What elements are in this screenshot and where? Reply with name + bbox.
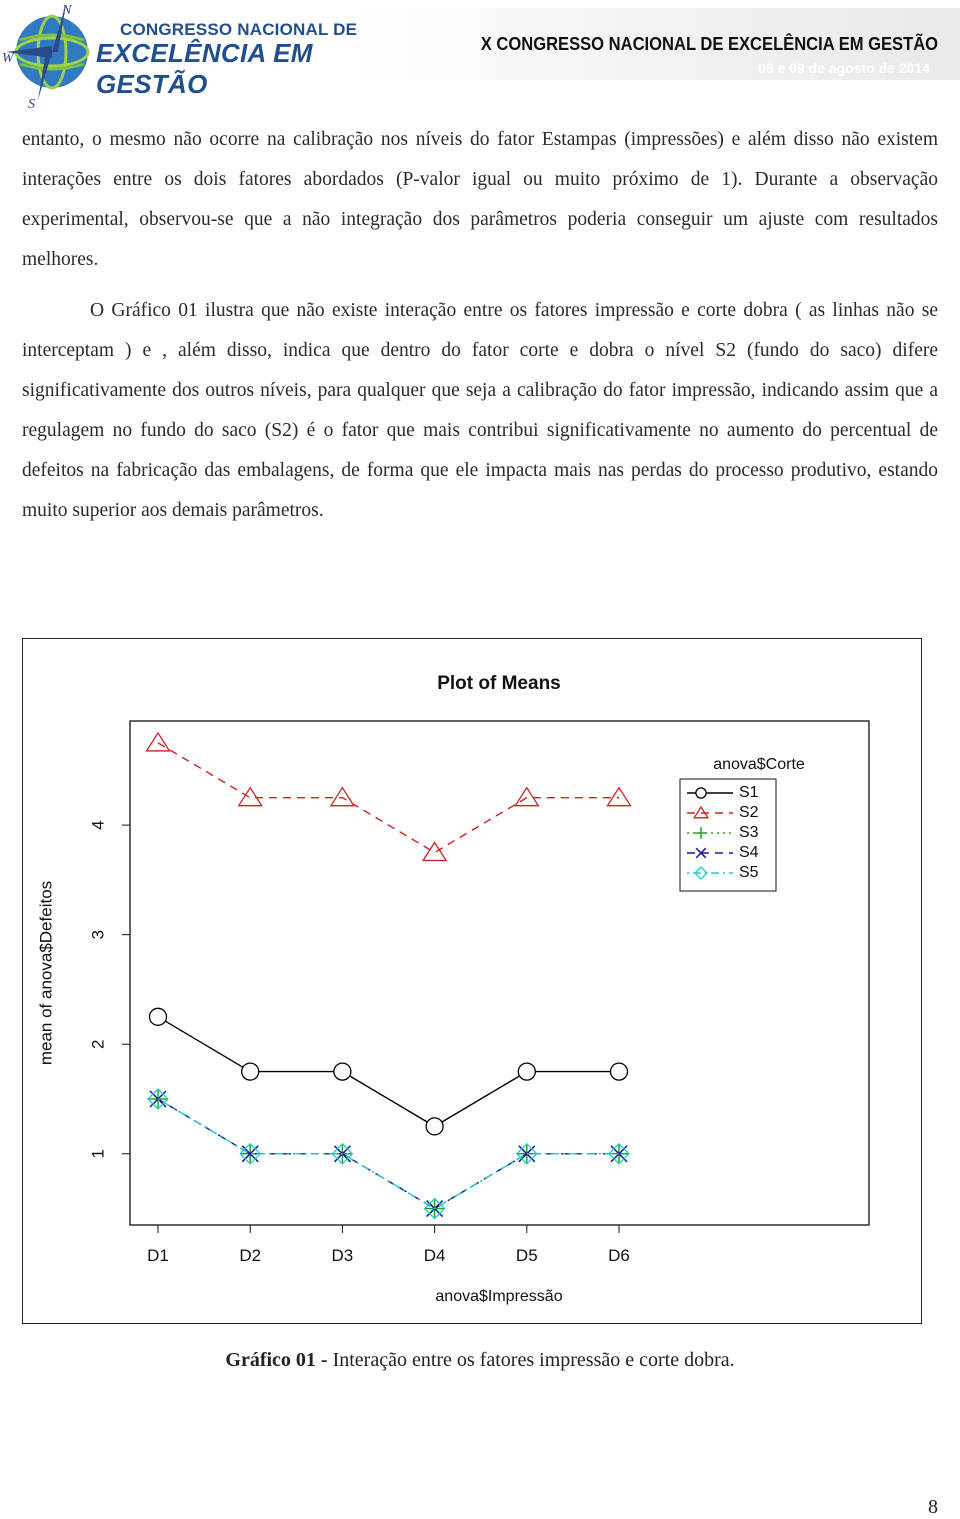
y-axis-label: mean of anova$Defeitos xyxy=(36,880,56,1066)
legend-label-s3: S3 xyxy=(739,824,759,842)
x-tick-label: D3 xyxy=(331,1246,354,1265)
compass-s-letter: S xyxy=(28,97,35,112)
compass-w-letter: W xyxy=(2,51,14,66)
header-band xyxy=(358,8,960,80)
chart-title: Plot of Means xyxy=(437,673,561,694)
data-point-s2 xyxy=(147,733,170,751)
logo-line-2: EXCELÊNCIA EM GESTÃO xyxy=(96,38,313,99)
legend-label-s2: S2 xyxy=(739,804,759,822)
series-line-s2 xyxy=(158,743,619,853)
y-tick-label: 4 xyxy=(88,820,108,830)
data-point-s2 xyxy=(608,788,631,806)
legend-label-s1: S1 xyxy=(739,784,759,802)
congress-logo xyxy=(0,0,360,112)
x-tick-label: D5 xyxy=(515,1246,538,1265)
y-tick-label: 3 xyxy=(88,929,108,940)
data-point-s2 xyxy=(331,788,354,806)
chart-frame xyxy=(22,638,922,1324)
legend-box xyxy=(680,779,776,891)
body-paragraph-1: entanto, o mesmo não ocorre na calibração nos níveis do fator Estampas (impressões) e além disso não existem interações entre os dois fatores abordados (P-valor igual ou muito próximo de 1). Durante a observação experimental, observou-se que a não integração dos parâmetros poderia conseguir um ajuste com resultados melhores. xyxy=(22,129,938,270)
logo-line-1: CONGRESSO NACIONAL DE xyxy=(120,20,358,39)
series-line-s4 xyxy=(158,1099,619,1209)
data-point-s2 xyxy=(239,788,262,806)
caption-text: Interação entre os fatores impressão e corte dobra. xyxy=(327,1349,735,1371)
data-point-s1 xyxy=(426,1118,443,1135)
x-tick-label: D1 xyxy=(147,1246,169,1265)
y-tick-label: 2 xyxy=(88,1039,108,1049)
data-point-s1 xyxy=(518,1063,535,1080)
page-number: 8 xyxy=(928,1496,938,1518)
data-point-s1 xyxy=(242,1063,259,1080)
y-tick-label: 1 xyxy=(88,1149,108,1159)
plot-of-means-chart xyxy=(23,639,921,1323)
legend-label-s5: S5 xyxy=(739,864,759,882)
event-title: X CONGRESSO NACIONAL DE EXCELÊNCIA EM GESTÃO xyxy=(480,34,938,54)
body-paragraph-2: O Gráfico 01 ilustra que não existe interação entre os fatores impressão e corte dobra ( as linhas não se interceptam ) e , além disso, indica que dentro do fator corte e dobra o nível S2 (fundo do saco) difere significativamente dos outros níveis, para qualquer que seja a calibração do fator impressão, indicando assim que a regulagem no fundo do saco (S2) é o fator que mais contribui significativamente no aumento do percentual de defeitos na fabricação das embalagens, de forma que ele impacta mais nas perdas do processo produtivo, estando muito superior aos demais parâmetros. xyxy=(22,300,938,521)
caption-label: Gráfico 01 - xyxy=(225,1349,328,1371)
x-tick-label: D4 xyxy=(423,1246,446,1265)
legend-title: anova$Corte xyxy=(713,756,805,773)
data-point-s2 xyxy=(515,788,538,806)
x-tick-label: D2 xyxy=(239,1246,262,1265)
series-line-s1 xyxy=(158,1017,619,1127)
figure-caption xyxy=(0,1349,960,1372)
page-header xyxy=(0,0,960,112)
compass-n-letter: N xyxy=(62,3,72,18)
data-point-s1 xyxy=(611,1063,628,1080)
legend-marker-s1 xyxy=(696,788,706,798)
x-axis-label: anova$Impressão xyxy=(435,1288,563,1305)
data-point-s1 xyxy=(150,1008,167,1025)
data-point-s1 xyxy=(334,1063,351,1080)
data-point-s2 xyxy=(423,842,446,860)
x-tick-label: D6 xyxy=(608,1246,630,1265)
event-date: 08 e 09 de agosto de 2014 xyxy=(758,60,930,76)
legend-label-s4: S4 xyxy=(739,844,759,862)
